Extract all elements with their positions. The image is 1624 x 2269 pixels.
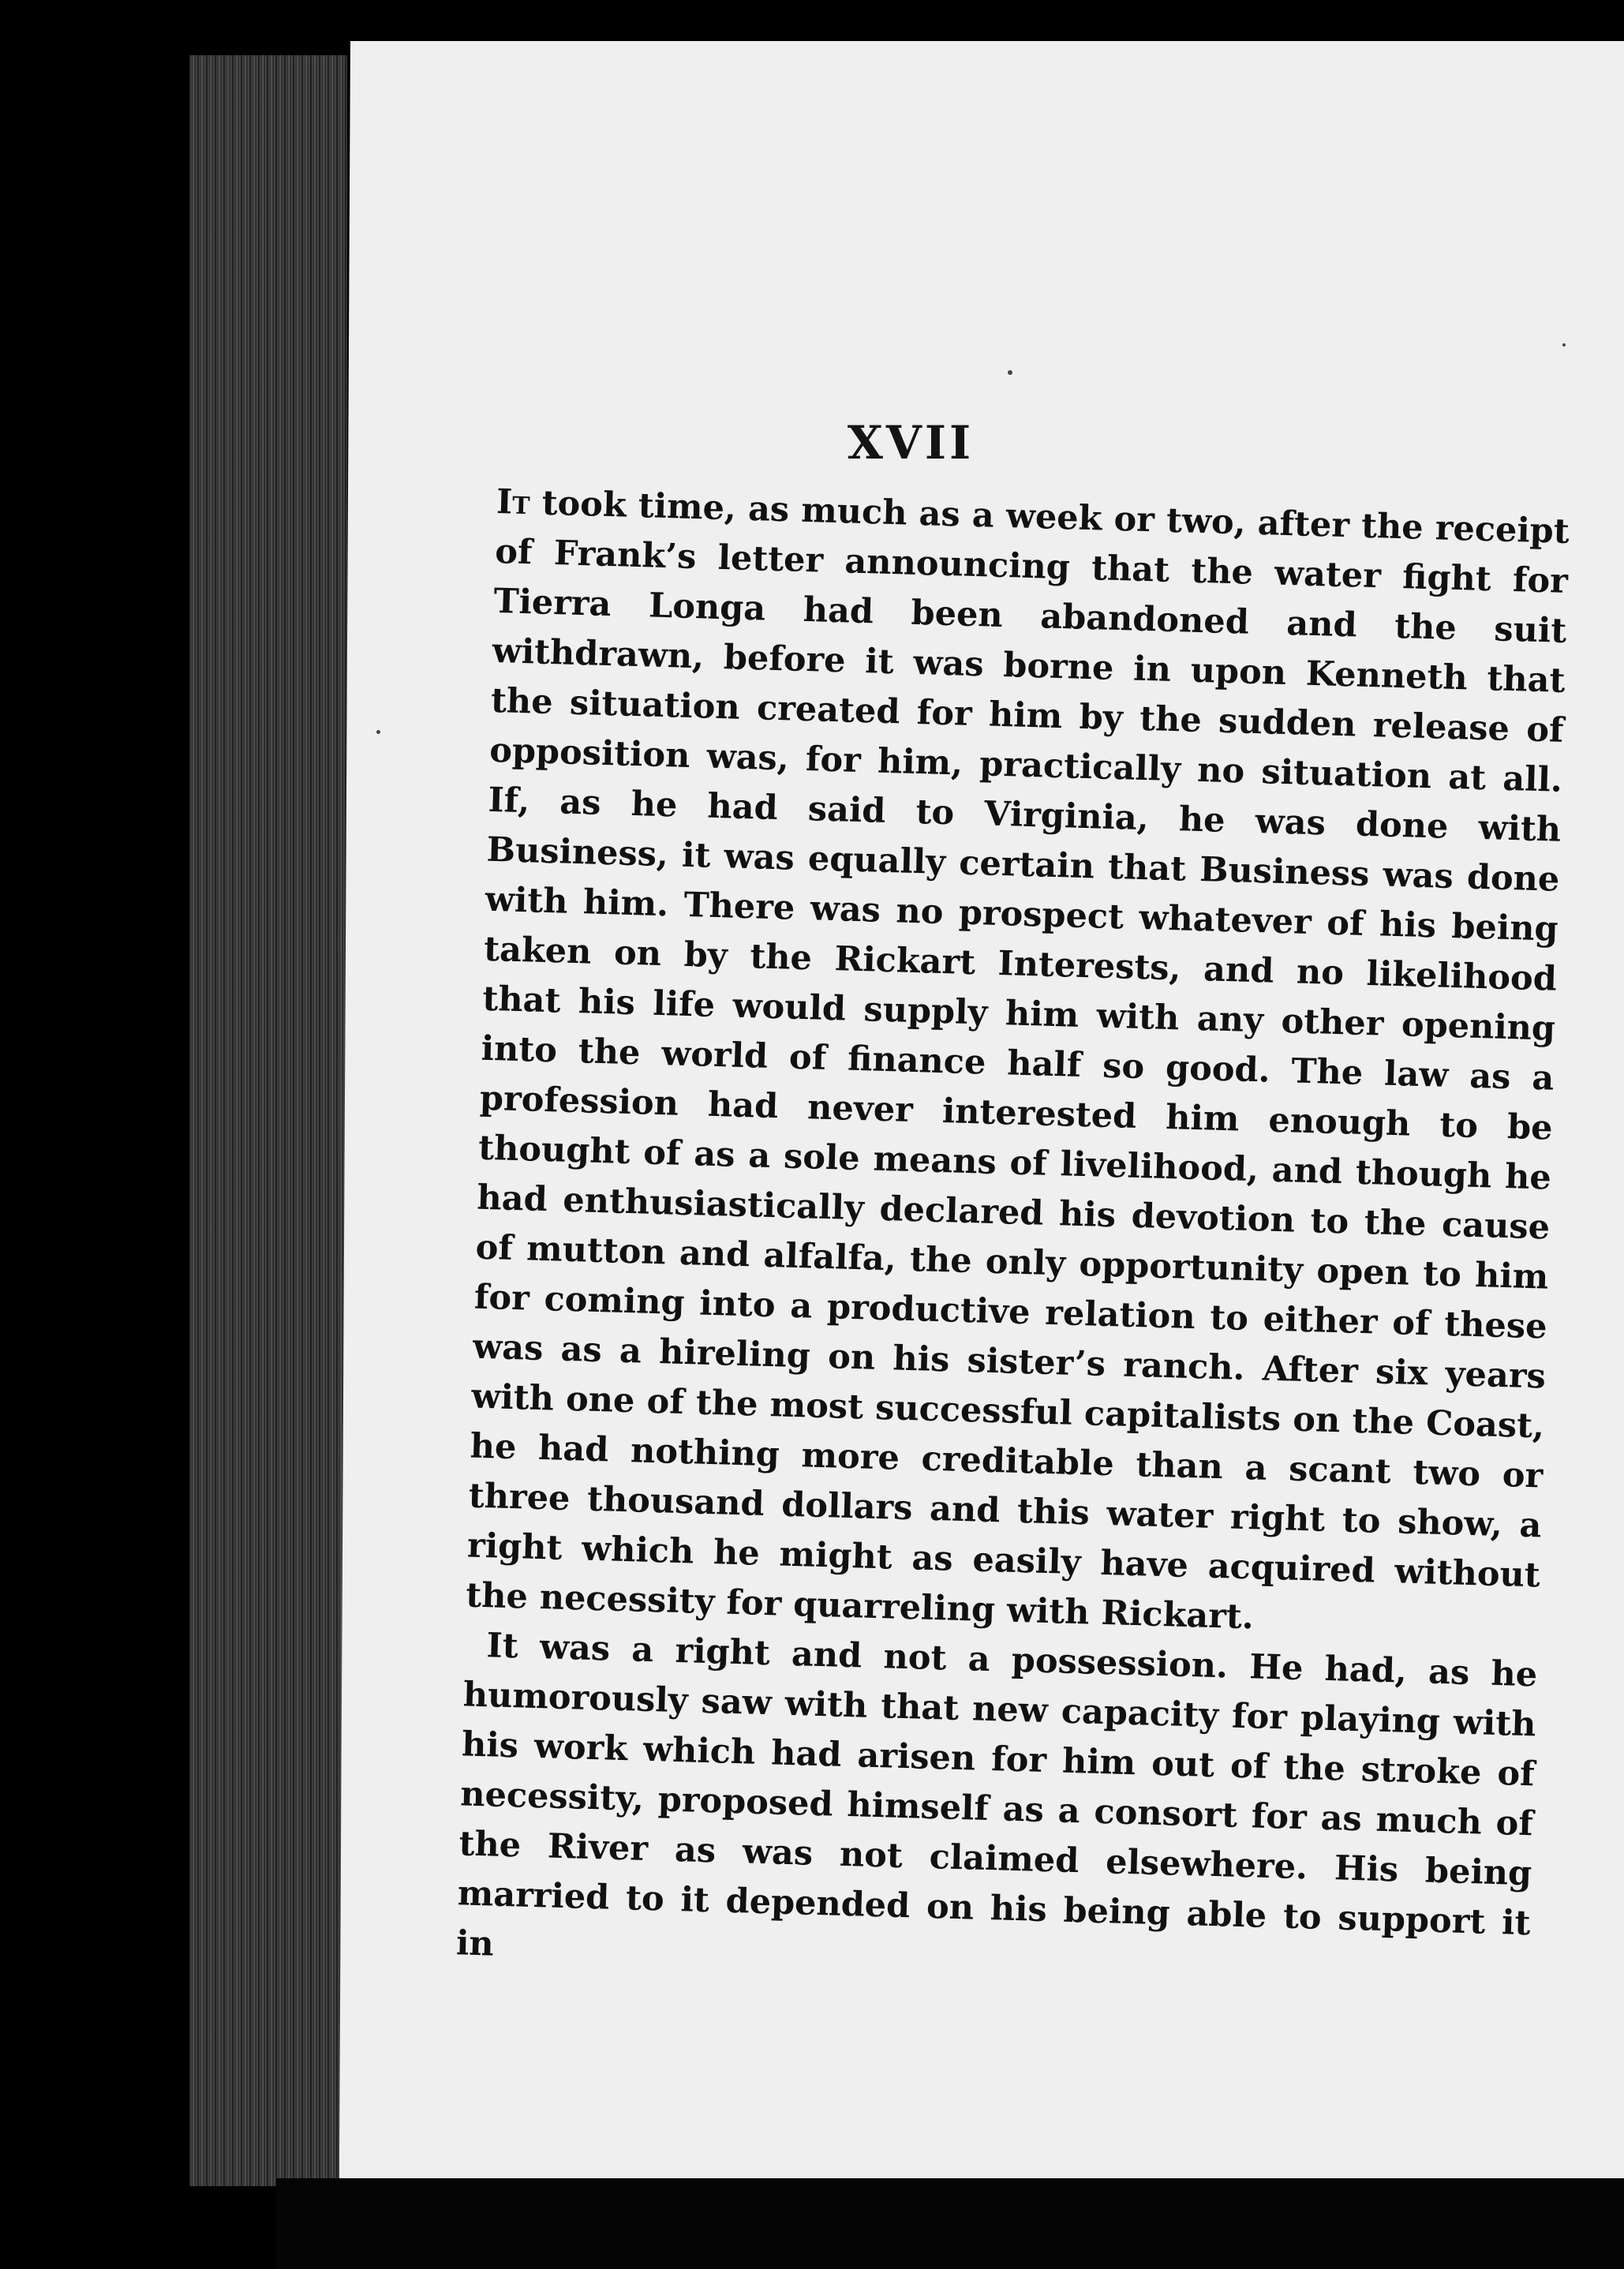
scan-speck — [376, 730, 380, 734]
scan-bottom-shadow — [276, 2178, 1624, 2269]
paragraph-1-text: took time, as much as a week or two, after the receipt of Frank’s letter announcing that the water fight for Tierra Longa had been abandoned and the suit withdrawn, before it was borne in upon Kenneth that the situation created for him by the sudden release of opposition was, for him, practically no situation at all. If, as he had said to Virginia, he was done with Business, it was equally certain that Business was done with him. There was no prospect whatever of his being taken on by the Rickart Interests, and no likelihood that his life would supply him with any other opening into the world of finance half so good. The law as a profession had never interested him enough to be thought of as a sole means of livelihood, and though he had enthusiastically declared his devotion to the cause of mutton and alfalfa, the only opportunity open to him for coming into a productive relation to either of these was as a hireling on his sister’s ranch. After six years with one of the most successful capitalists on the Coast, he had nothing more creditable than a scant two or three thousand dollars and this water right to show, a right which he might as easily have acquired without the necessity for quarreling with Rickart. — [465, 483, 1570, 1638]
paragraph-1-lead: It — [496, 481, 531, 523]
paragraph-2: It was a right and not a possession. He had, as he humorously saw with that new capacity for playing with his work which had arisen for him out of the stroke of necessity, proposed himself as a consort for as much of the River as was not claimed elsewhere. His being married to it depended on his being able to support it in — [455, 1626, 1538, 1964]
scan-speck — [1562, 343, 1566, 346]
scan-speck — [1008, 370, 1012, 375]
book-page-edge — [189, 55, 347, 2186]
chapter-heading: XVII — [847, 415, 975, 470]
paragraph-1 — [466, 477, 1570, 1650]
chapter-body — [455, 477, 1570, 1998]
